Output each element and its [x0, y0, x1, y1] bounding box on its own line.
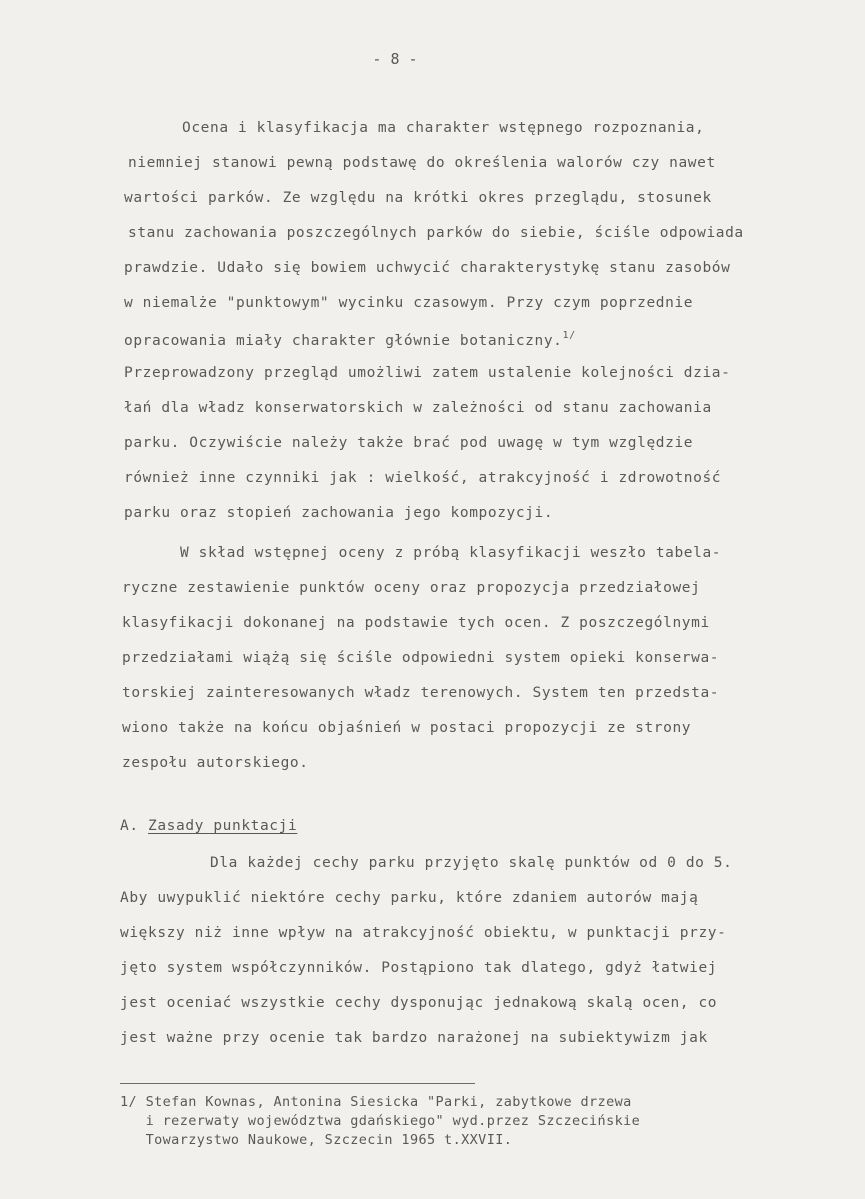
paragraph-line: jest oceniać wszystkie cechy dysponując jednakową skalą ocen, co: [120, 995, 718, 1011]
paragraph-text: opracowania miały charakter głównie botaniczny.: [124, 333, 563, 349]
footnote-reference: 1/: [562, 330, 576, 341]
paragraph-line: Aby uwypuklić niektóre cechy parku, które zdaniem autorów mają: [120, 890, 699, 906]
paragraph-line: Dla każdej cechy parku przyjęto skalę punktów od 0 do 5.: [210, 855, 733, 871]
paragraph-line: parku oraz stopień zachowania jego kompozycji.: [124, 505, 554, 521]
paragraph-line: Ocena i klasyfikacja ma charakter wstępnego rozpoznania,: [182, 120, 705, 136]
footnote-divider: [120, 1083, 475, 1084]
paragraph-line: jest ważne przy ocenie tak bardzo narażonej na subiektywizm jak: [120, 1030, 708, 1046]
footnote-line: i rezerwaty województwa gdańskiego" wyd.przez Szczecińskie: [120, 1113, 641, 1129]
paragraph-line: W skład wstępnej oceny z próbą klasyfikacji weszło tabela-: [180, 545, 722, 561]
section-heading: [120, 818, 297, 834]
paragraph-line: prawdzie. Udało się bowiem uchwycić charakterystykę stanu zasobów: [124, 260, 731, 276]
section-letter: A.: [120, 818, 139, 834]
page-number: - 8 -: [372, 50, 418, 68]
paragraph-line: łań dla władz konserwatorskich w zależności od stanu zachowania: [124, 400, 712, 416]
paragraph-line: ryczne zestawienie punktów oceny oraz propozycja przedziałowej: [122, 580, 701, 596]
footnote-line: Towarzystwo Naukowe, Szczecin 1965 t.XXVII.: [120, 1132, 513, 1148]
paragraph-line: większy niż inne wpływ na atrakcyjność obiektu, w punktacji przy-: [120, 925, 727, 941]
paragraph-line: stanu zachowania poszczególnych parków do siebie, ściśle odpowiada: [128, 225, 744, 241]
footnote-line: 1/ Stefan Kownas, Antonina Siesicka "Parki, zabytkowe drzewa: [120, 1094, 632, 1110]
paragraph-line: jęto system współczynników. Postąpiono tak dlatego, gdyż łatwiej: [120, 960, 718, 976]
paragraph-line: Przeprowadzony przegląd umożliwi zatem ustalenie kolejności dzia-: [124, 365, 731, 381]
paragraph-line: parku. Oczywiście należy także brać pod uwagę w tym względzie: [124, 435, 694, 451]
paragraph-line: zespołu autorskiego.: [122, 755, 309, 771]
paragraph-line: przedziałami wiążą się ściśle odpowiedni system opieki konserwa-: [122, 650, 720, 666]
paragraph-line: wartości parków. Ze względu na krótki okres przeglądu, stosunek: [124, 190, 712, 206]
paragraph-line: w niemalże "punktowym" wycinku czasowym. Przy czym poprzednie: [124, 295, 694, 311]
paragraph-line: klasyfikacji dokonanej na podstawie tych ocen. Z poszczególnymi: [122, 615, 710, 631]
paragraph-line: również inne czynniki jak : wielkość, atrakcyjność i zdrowotność: [124, 470, 722, 486]
paragraph-line: [124, 330, 576, 349]
paragraph-line: niemniej stanowi pewną podstawę do określenia walorów czy nawet: [128, 155, 716, 171]
section-title: Zasady punktacji: [148, 818, 298, 834]
paragraph-line: wiono także na końcu objaśnień w postaci propozycji ze strony: [122, 720, 692, 736]
paragraph-line: torskiej zainteresowanych władz terenowych. System ten przedsta-: [122, 685, 720, 701]
